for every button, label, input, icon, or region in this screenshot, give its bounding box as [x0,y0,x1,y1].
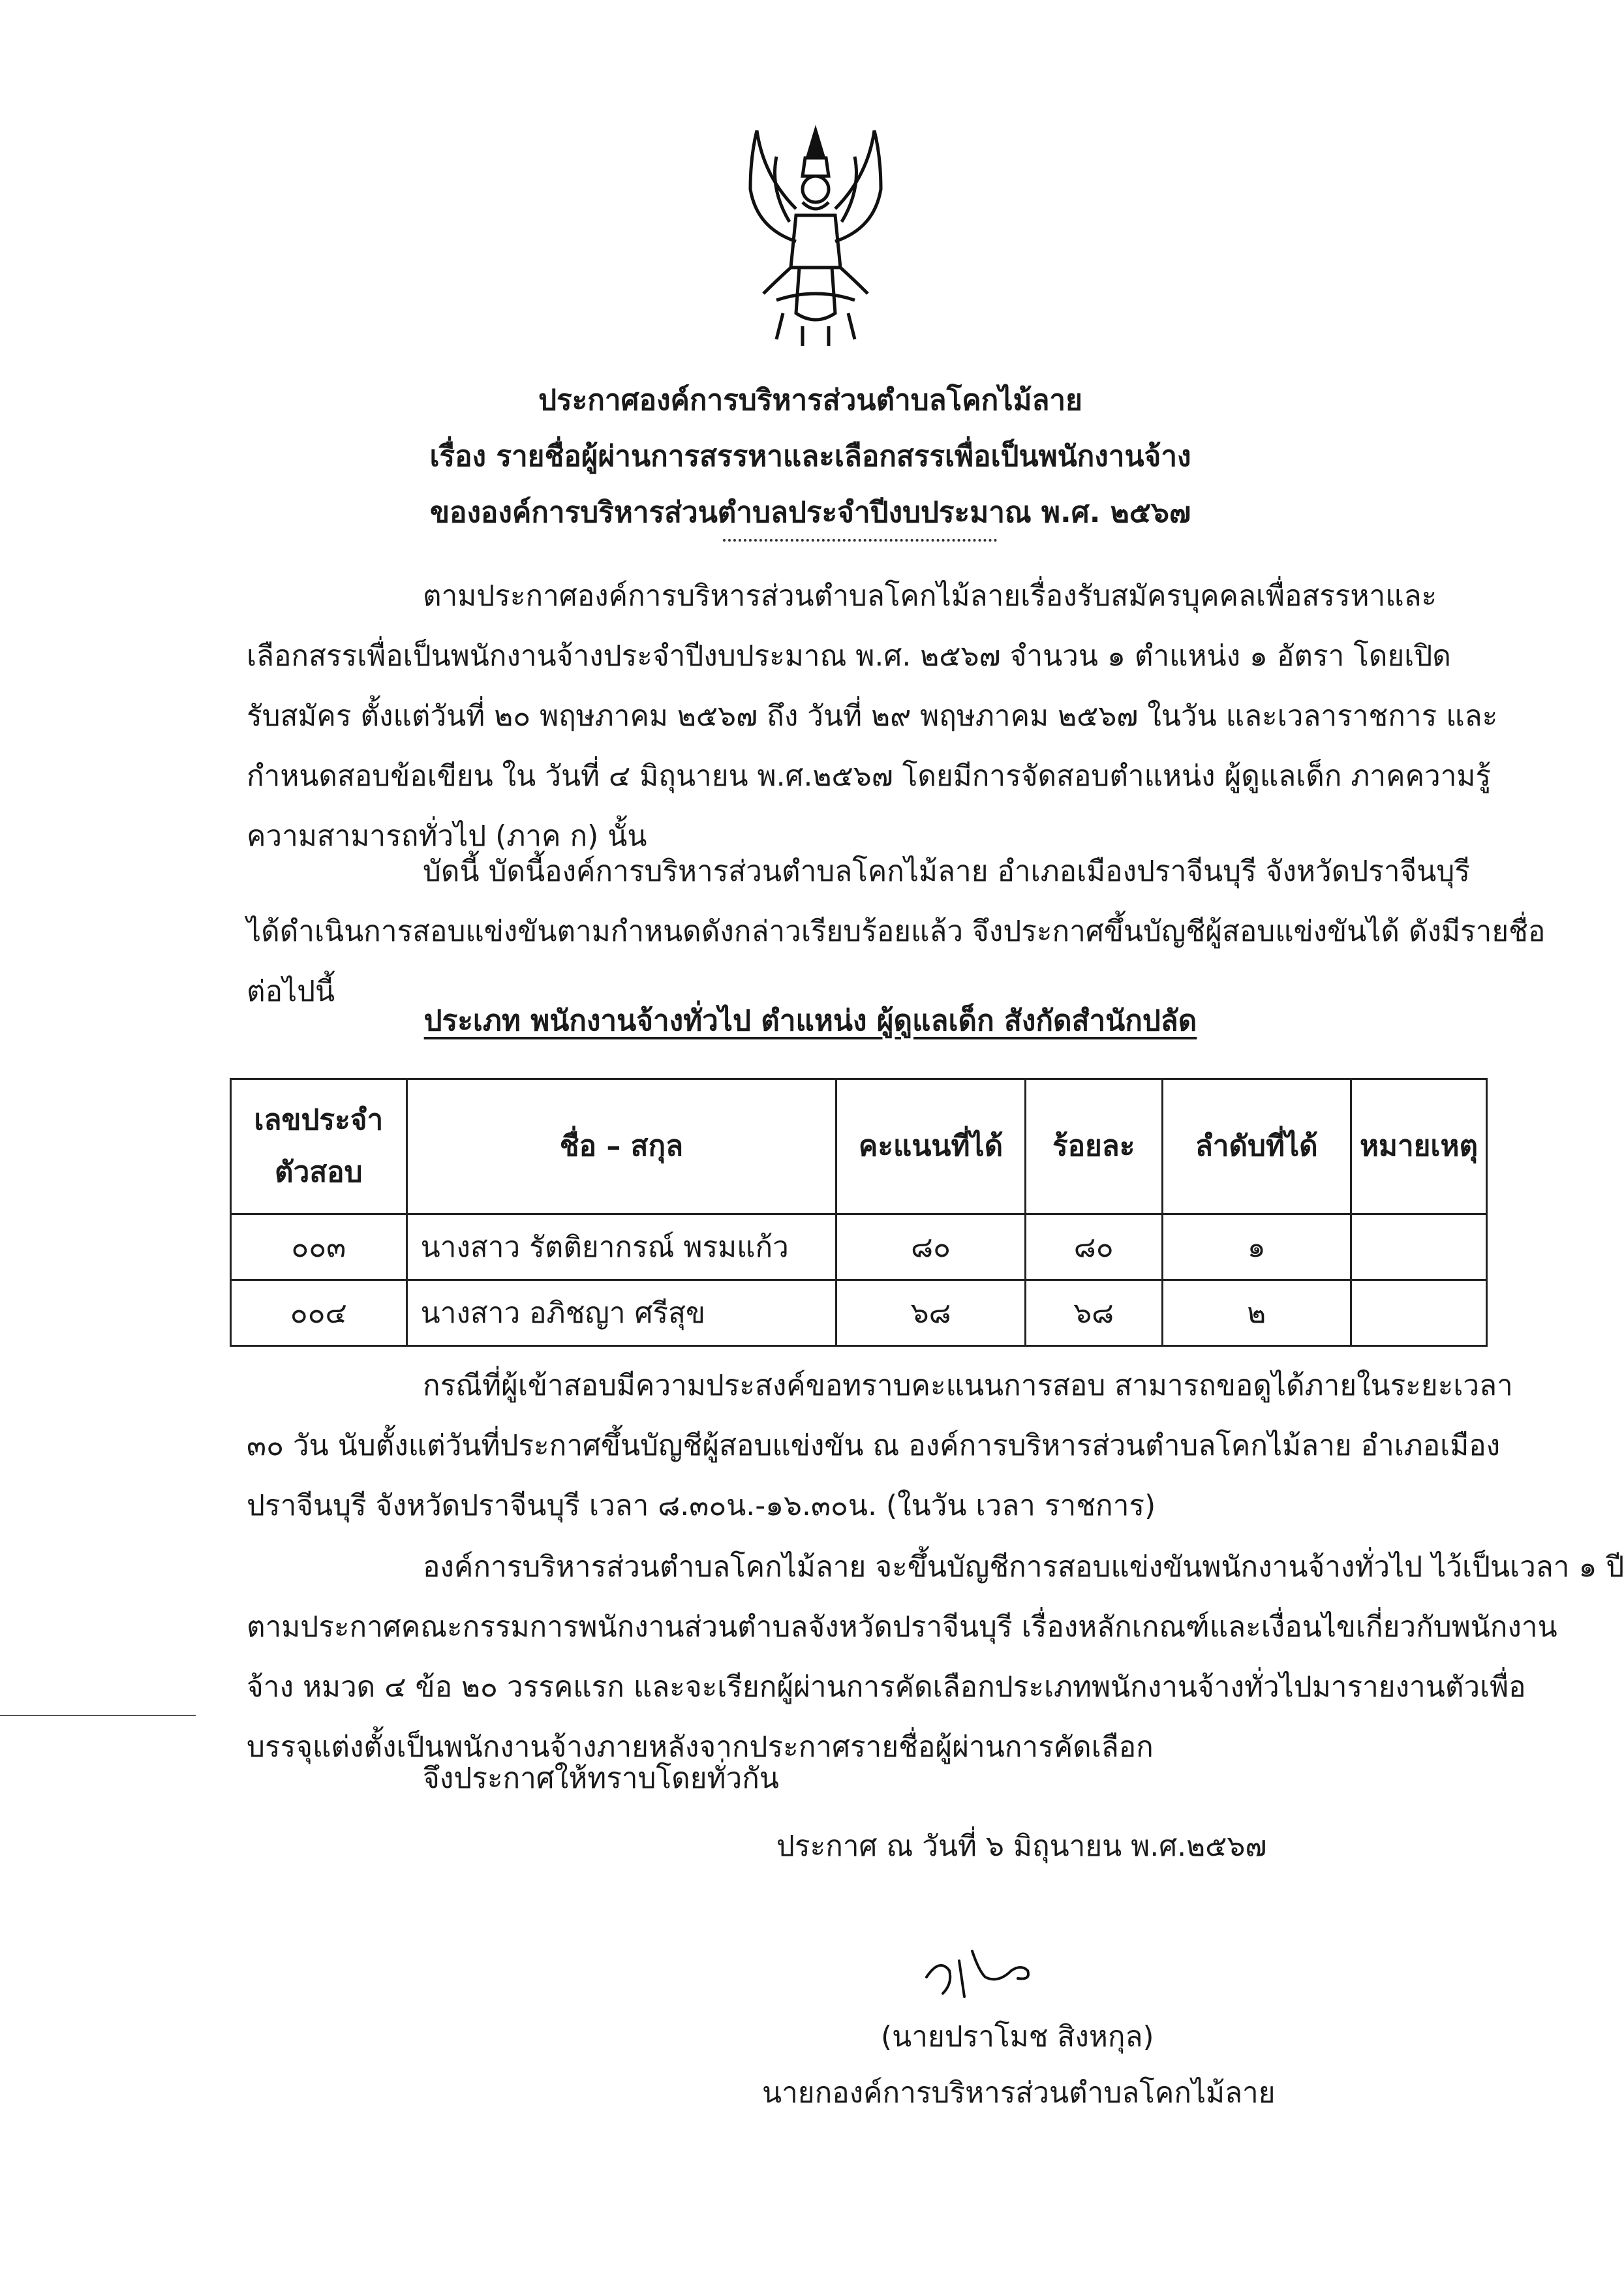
table-title: ประเภท พนักงานจ้างทั่วไป ตำแหน่ง ผู้ดูแลเด็ก สังกัดสำนักปลัด [423,1004,1197,1037]
cell-rank: ๑ [1162,1214,1351,1280]
signer-name: (นายปราโมช สิงหกุล) [881,2020,1154,2053]
header-name: ชื่อ – สกุล [406,1079,836,1214]
paragraph-line: เลือกสรรเพื่อเป็นพนักงานจ้างประจำปีงบประมาณ พ.ศ. ๒๕๖๗ จำนวน ๑ ตำแหน่ง ๑ อัตรา โดยเปิด [247,639,1451,673]
table-header-row [231,1079,1487,1214]
margin-rule [0,1715,196,1716]
cell-rank: ๒ [1162,1280,1351,1346]
closing-paragraph [247,1749,1473,1809]
paragraph-line: ได้ดำเนินการสอบแข่งขันตามกำหนดดังกล่าวเรียบร้อยแล้ว จึงประกาศขึ้นบัญชีผู้สอบแข่งขันได้ ดังมีรายชื่อ [247,915,1546,948]
paragraph-line: กำหนดสอบข้อเขียน ใน วันที่ ๔ มิถุนายน พ.ศ.๒๕๖๗ โดยมีการจัดสอบตำแหน่ง ผู้ดูแลเด็ก ภาคความรู้ [247,760,1492,793]
header-exam-id [231,1079,407,1214]
cell-score: ๘๐ [836,1214,1026,1280]
cell-percent: ๖๘ [1025,1280,1162,1346]
header-exam-id-line2: ตัวสอบ [275,1156,363,1189]
table-row [231,1214,1487,1280]
announcement-subject-cont: ขององค์การบริหารส่วนตำบลประจำปีงบประมาณ พ.ศ. ๒๕๖๗ [429,496,1191,529]
cell-name: นางสาว รัตติยากรณ์ พรมแก้ว [406,1214,836,1280]
paragraph-line: องค์การบริหารส่วนตำบลโคกไม้ลาย จะขึ้นบัญชีการสอบแข่งขันพนักงานจ้างทั่วไป ไว้เป็นเวลา ๑ ปี [423,1550,1624,1584]
paragraph-line: ตามประกาศองค์การบริหารส่วนตำบลโคกไม้ลายเรื่องรับสมัครบุคคลเพื่อสรรหาและ [423,579,1437,613]
header-percent: ร้อยละ [1025,1079,1162,1214]
paragraph-line: ปราจีนบุรี จังหวัดปราจีนบุรี เวลา ๘.๓๐น.-๑๖.๓๐น. (ในวัน เวลา ราชการ) [247,1489,1156,1522]
cell-note [1351,1214,1487,1280]
paragraph-4 [247,1537,1624,1777]
paragraph-1 [247,566,1498,867]
header-note: หมายเหตุ [1351,1079,1487,1214]
closing-line: จึงประกาศให้ทราบโดยทั่วกัน [423,1762,779,1795]
announcement-subject: เรื่อง รายชื่อผู้ผ่านการสรรหาและเลือกสรรเพื่อเป็นพนักงานจ้าง [429,440,1191,473]
header-exam-id-line1: เลขประจำ [254,1103,384,1137]
header-score: คะแนนที่ได้ [836,1079,1026,1214]
handwritten-signature [913,1931,1070,2010]
paragraph-2 [247,842,1546,1022]
results-table [230,1078,1488,1347]
paragraph-line: รับสมัคร ตั้งแต่วันที่ ๒๐ พฤษภาคม ๒๕๖๗ ถึง วันที่ ๒๙ พฤษภาคม ๒๕๖๗ ในวัน และเวลาราชการ และ [247,699,1498,733]
cell-exam-id: ๐๐๓ [231,1214,407,1280]
cell-exam-id: ๐๐๔ [231,1280,407,1346]
paragraph-line: ตามประกาศคณะกรรมการพนักงานส่วนตำบลจังหวัดปราจีนบุรี เรื่องหลักเกณฑ์และเงื่อนไขเกี่ยวกับพนักงาน [247,1610,1557,1644]
paragraph-line: ๓๐ วัน นับตั้งแต่วันที่ประกาศขึ้นบัญชีผู้สอบแข่งขัน ณ องค์การบริหารส่วนตำบลโคกไม้ลาย อำเภอเมือง [247,1429,1501,1462]
paragraph-line: ความสามารถทั่วไป (ภาค ก) นั้น [247,820,647,853]
signer-title: นายกองค์การบริหารส่วนตำบลโคกไม้ลาย [762,2076,1276,2110]
cell-name: นางสาว อภิชญา ศรีสุข [406,1280,836,1346]
dotted-divider [723,539,997,542]
table-row [231,1280,1487,1346]
header-rank: ลำดับที่ได้ [1162,1079,1351,1214]
paragraph-line: จ้าง หมวด ๔ ข้อ ๒๐ วรรคแรก และจะเรียกผู้ผ่านการคัดเลือกประเภทพนักงานจ้างทั่วไปมารายงานตัวเพื่อ [247,1670,1526,1704]
paragraph-line: บัดนี้ บัดนี้องค์การบริหารส่วนตำบลโคกไม้ลาย อำเภอเมืองปราจีนบุรี จังหวัดปราจีนบุรี [423,855,1470,888]
paragraph-line: ต่อไปนี้ [247,975,335,1008]
garuda-emblem-icon [737,117,894,352]
paragraph-line: บรรจุแต่งตั้งเป็นพนักงานจ้างภายหลังจากประกาศรายชื่อผู้ผ่านการคัดเลือก [247,1730,1154,1764]
paragraph-line: กรณีที่ผู้เข้าสอบมีความประสงค์ขอทราบคะแนนการสอบ สามารถขอดูได้ภายในระยะเวลา [423,1369,1513,1402]
announcement-title: ประกาศองค์การบริหารส่วนตำบลโคกไม้ลาย [538,384,1082,417]
cell-percent: ๘๐ [1025,1214,1162,1280]
announcement-date: ประกาศ ณ วันที่ ๖ มิถุนายน พ.ศ.๒๕๖๗ [776,1830,1267,1863]
cell-score: ๖๘ [836,1280,1026,1346]
cell-note [1351,1280,1487,1346]
paragraph-3 [247,1356,1513,1536]
